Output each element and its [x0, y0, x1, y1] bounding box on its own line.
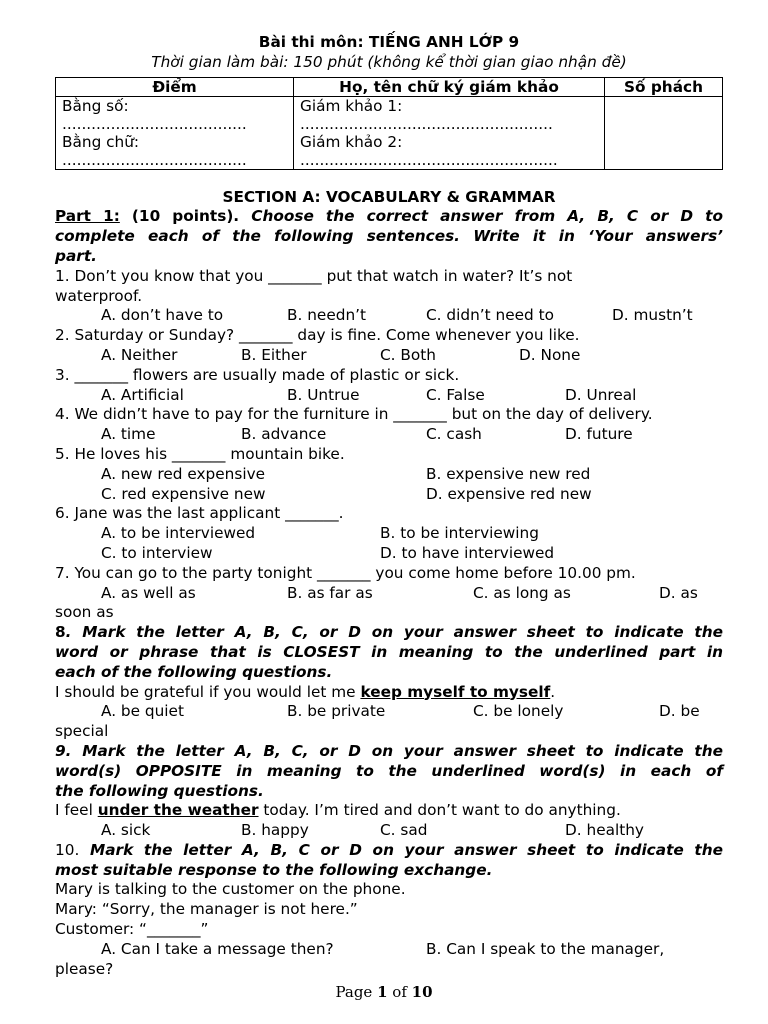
q4-option-c[interactable]: C. cash: [426, 425, 482, 444]
question-4-stem: 4. We didn’t have to pay for the furniture in _______ but on the day of delivery.: [55, 405, 653, 424]
q6-option-b[interactable]: B. to be interviewing: [380, 524, 539, 543]
page-footer: [0, 983, 768, 1001]
question-3-options: [55, 386, 723, 406]
question-2-options: [55, 346, 723, 366]
q5-option-a[interactable]: A. new red expensive: [101, 464, 266, 483]
q2-option-d[interactable]: D. None: [519, 345, 581, 364]
question-3-stem: 3. _______ flowers are usually made of plastic or sick.: [55, 365, 460, 384]
part1-points: (10 points).: [119, 207, 240, 226]
q10-option-b[interactable]: B. Can I speak to the manager,: [426, 939, 665, 958]
q4-option-b[interactable]: B. advance: [241, 425, 327, 444]
q2-option-c[interactable]: C. Both: [380, 345, 436, 364]
footer-page-word: Page: [335, 983, 378, 1001]
q2-option-a[interactable]: A. Neither: [101, 345, 178, 364]
q8-number: 8: [55, 623, 66, 642]
q5-option-d[interactable]: D. expensive red new: [426, 484, 592, 503]
question-8-sentence: [55, 683, 723, 703]
q1-option-c[interactable]: C. didn’t need to: [426, 306, 554, 325]
question-6-options-row2: [55, 544, 723, 564]
q3-option-a[interactable]: A. Artificial: [101, 385, 184, 404]
q8-option-d[interactable]: D. be: [659, 702, 700, 721]
q5-option-c[interactable]: C. red expensive new: [101, 484, 266, 503]
q8-option-d-cont: special: [55, 722, 109, 741]
q10-number: 10.: [55, 840, 80, 859]
question-9-instruction-line2: word(s) OPPOSITE in meaning to the underlined word(s) in each of: [55, 761, 723, 780]
examiner-2-label: Giám khảo 2:: [300, 132, 403, 151]
question-10-dialogue-mary: Mary: “Sorry, the manager is not here.”: [55, 900, 358, 919]
question-8-instruction-line2: word or phrase that is CLOSEST in meaning to the underlined part in: [55, 642, 723, 661]
score-header: Điểm: [56, 77, 294, 96]
q7-option-d[interactable]: D. as: [659, 583, 698, 602]
exam-duration: Thời gian làm bài: 150 phút (không kể thời gian giao nhận đề): [151, 52, 627, 71]
part1-instruction-line1: [55, 207, 723, 227]
q3-option-b[interactable]: B. Untrue: [287, 385, 360, 404]
question-9-options: [55, 821, 723, 841]
examiner-2-field[interactable]: .....................................................: [300, 150, 558, 169]
exam-sheet: [55, 30, 723, 979]
question-8-options: [55, 702, 723, 722]
question-1-options: [55, 306, 723, 326]
q9-underlined-phrase: under the weather: [97, 801, 259, 820]
question-9-instruction-line3: the following questions.: [55, 781, 264, 800]
question-4-options: [55, 425, 723, 445]
q8-option-c[interactable]: C. be lonely: [473, 702, 564, 721]
question-5-stem: 5. He loves his _______ mountain bike.: [55, 444, 345, 463]
part1-instruction-line2: complete each of the following sentences. Write it in ‘Your answers’: [55, 227, 723, 246]
q4-option-a[interactable]: A. time: [101, 425, 156, 444]
q6-option-c[interactable]: C. to interview: [101, 543, 213, 562]
question-5-options-row1: [55, 465, 723, 485]
question-10-dialogue-customer: Customer: “_______”: [55, 920, 209, 939]
q1-option-b[interactable]: B. needn’t: [287, 306, 367, 325]
q8-instruction-text: . Mark the letter A, B, C, or D on your answer sheet to indicate the: [65, 623, 723, 642]
examiner-1-field[interactable]: ....................................................: [300, 114, 553, 133]
score-cell: [56, 96, 294, 169]
q10-instruction-text: Mark the letter A, B, C or D on your answer sheet to indicate the: [79, 840, 723, 859]
q8-sentence-post: .: [550, 682, 556, 701]
part1-instruction-text: Choose the correct answer from A, B, C or D to: [239, 207, 723, 226]
examiner-cell: [294, 96, 605, 169]
question-8-instruction-line1: [55, 623, 723, 643]
q5-option-b[interactable]: B. expensive new red: [426, 464, 591, 483]
score-by-number-field[interactable]: ......................................: [62, 114, 247, 133]
q7-option-b[interactable]: B. as far as: [287, 583, 373, 602]
part1-instruction-line3: part.: [55, 246, 97, 265]
q9-option-a[interactable]: A. sick: [101, 821, 151, 840]
question-9-instruction-line1: 9. Mark the letter A, B, C, or D on your answer sheet to indicate the: [55, 741, 723, 760]
question-9-sentence: [55, 801, 723, 821]
q3-option-c[interactable]: C. False: [426, 385, 485, 404]
question-2-stem: 2. Saturday or Sunday? _______ day is fine. Come whenever you like.: [55, 326, 580, 345]
question-8-instruction-line3: each of the following questions.: [55, 662, 333, 681]
q7-option-a[interactable]: A. as well as: [101, 583, 196, 602]
q9-sentence-pre: I feel: [55, 801, 98, 820]
q2-option-b[interactable]: B. Either: [241, 345, 307, 364]
q8-option-b[interactable]: B. be private: [287, 702, 386, 721]
q10-option-a[interactable]: A. Can I take a message then?: [101, 939, 334, 958]
question-7-options: [55, 584, 723, 604]
question-1-stem-cont: waterproof.: [55, 286, 143, 305]
examiner-header: Họ, tên chữ ký giám khảo: [294, 77, 605, 96]
q1-option-d[interactable]: D. mustn’t: [612, 306, 693, 325]
q9-option-b[interactable]: B. happy: [241, 821, 309, 840]
exam-title: Bài thi môn: TIẾNG ANH LỚP 9: [258, 33, 520, 51]
q3-option-d[interactable]: D. Unreal: [565, 385, 637, 404]
q9-sentence-post: today. I’m tired and don’t want to do anything.: [258, 801, 621, 820]
question-6-options-row1: [55, 524, 723, 544]
question-10-options: [55, 940, 723, 960]
question-1-stem: 1. Don’t you know that you _______ put that watch in water? It’s not: [55, 266, 573, 285]
code-cell: [605, 96, 723, 169]
q7-option-d-cont: soon as: [55, 603, 114, 622]
q8-sentence-pre: I should be grateful if you would let me: [55, 682, 361, 701]
q6-option-a[interactable]: A. to be interviewed: [101, 524, 256, 543]
question-6-stem: 6. Jane was the last applicant _______.: [55, 504, 344, 523]
q8-option-a[interactable]: A. be quiet: [101, 702, 184, 721]
question-10-context: Mary is talking to the customer on the phone.: [55, 880, 406, 899]
examiner-1-label: Giám khảo 1:: [300, 96, 403, 115]
question-10-instruction-line1: [55, 841, 723, 861]
q6-option-d[interactable]: D. to have interviewed: [380, 543, 555, 562]
score-by-number-label: Bằng số:: [62, 96, 129, 115]
score-table: [55, 77, 723, 170]
q9-option-d[interactable]: D. healthy: [565, 821, 644, 840]
q10-option-b-cont: please?: [55, 959, 114, 978]
footer-page-total: 10: [411, 983, 433, 1001]
q8-underlined-phrase: keep myself to myself: [360, 682, 551, 701]
score-by-words-field[interactable]: ......................................: [62, 150, 247, 169]
code-header: Số phách: [605, 77, 723, 96]
question-7-stem: 7. You can go to the party tonight _______ you come home before 10.00 pm.: [55, 563, 636, 582]
q9-option-c[interactable]: C. sad: [380, 821, 428, 840]
q4-option-d[interactable]: D. future: [565, 425, 633, 444]
question-10-instruction-line2: most suitable response to the following exchange.: [55, 860, 493, 879]
q1-option-a[interactable]: A. don’t have to: [101, 306, 224, 325]
part1-label: Part 1:: [55, 207, 120, 226]
section-title: SECTION A: VOCABULARY & GRAMMAR: [222, 187, 556, 206]
question-5-options-row2: [55, 485, 723, 505]
q7-option-c[interactable]: C. as long as: [473, 583, 571, 602]
footer-page-number: 1: [377, 983, 388, 1001]
score-by-words-label: Bằng chữ:: [62, 132, 140, 151]
footer-of-word: of: [387, 983, 412, 1001]
